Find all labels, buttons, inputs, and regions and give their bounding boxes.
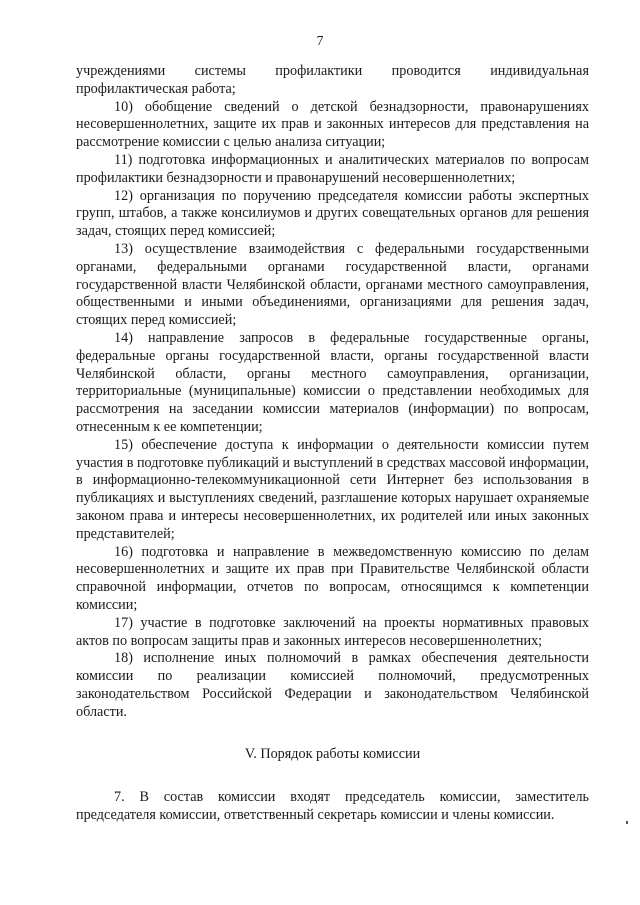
paragraph-item-16: 16) подготовка и направление в межведомственную комиссию по делам несовершеннолетних и защите их прав при Правительстве Челябинской области справочной информации, отчетов по вопросам, относящимся к компетенции комиссии; (76, 543, 589, 613)
paragraph-continuation: учреждениями системы профилактики проводится индивидуальная профилактическая работа; (76, 63, 589, 97)
paragraph-7: 7. В состав комиссии входят председатель комиссии, заместитель председателя комиссии, ответственный секретарь комиссии и члены комиссии. (76, 789, 589, 824)
page-number: 7 (316, 33, 324, 48)
section-heading: V. Порядок работы комиссии (244, 746, 421, 763)
paragraph-item-11: 11) подготовка информационных и аналитических материалов по вопросам профилактики безнадзорности и правонарушений несовершеннолетних; (76, 151, 589, 186)
paragraph-item-14: 14) направление запросов в федеральные государственные органы, федеральные органы государственной власти, органы государственной власти Челябинской области, органы местного самоуправления, организации, территориальные (муниципальные) комиссии о представлении необходимых для рассмотрения на заседании комиссии материалов (информации) по вопросам, отнесенным к ее компетенции; (76, 329, 589, 435)
paragraph-item-15: 15) обеспечение доступа к информации о деятельности комиссии путем участия в подготовке публикаций и выступлений в средствах массовой информации, в информационно-телекоммуникационной сети Интернет без использования в публикациях и выступлениях сведений, разглашение которых нарушает охраняемые законом права и интересы несовершеннолетних, их родителей или иных законных представителей; (76, 436, 589, 542)
paragraph-item-12: 12) организация по поручению председателя комиссии работы экспертных групп, штабов, а также консилиумов и других совещательных органов для решения задач, стоящих перед комиссией; (76, 187, 589, 240)
scan-speck (626, 821, 628, 824)
paragraph-item-17: 17) участие в подготовке заключений на проекты нормативных правовых актов по вопросам защиты прав и законных интересов несовершеннолетних; (76, 614, 589, 649)
document-body (76, 63, 589, 825)
paragraph-item-13: 13) осуществление взаимодействия с федеральными государственными органами, федеральными органами государственной власти, органами государственной власти Челябинской области, органами местного самоуправления, общественными и иными объединениями, организациями для решения задач, стоящих перед комиссией; (76, 240, 589, 329)
paragraph-item-10: 10) обобщение сведений о детской безнадзорности, правонарушениях несовершеннолетних, защите их прав и законных интересов для представления на рассмотрение комиссии с целью анализа ситуации; (76, 98, 589, 151)
paragraph-item-18: 18) исполнение иных полномочий в рамках обеспечения деятельности комиссии по реализации комиссией полномочий, предусмотренных законодательством Российской Федерации и законодательством Челябинской области. (76, 650, 589, 720)
